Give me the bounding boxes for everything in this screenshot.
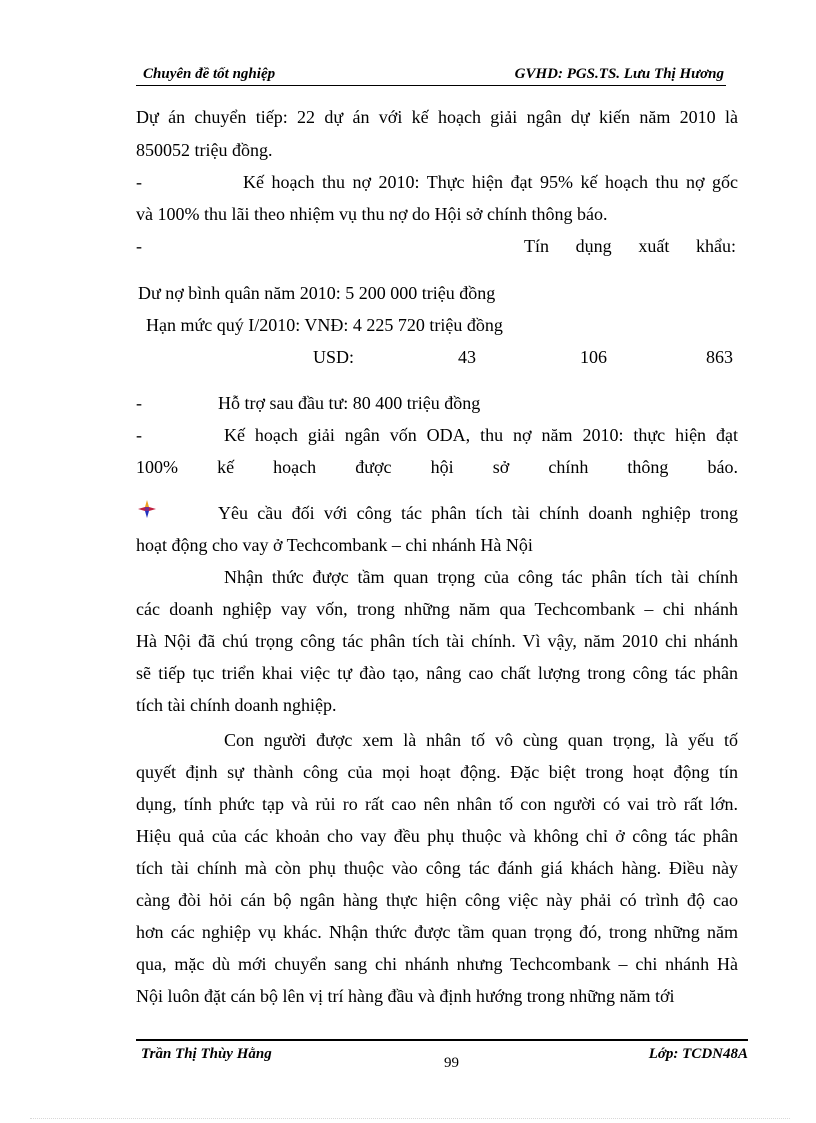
body-line: Dư nợ bình quân năm 2010: 5 200 000 triệu đồng bbox=[138, 283, 496, 303]
header-right: GVHD: PGS.TS. Lưu Thị Hương bbox=[514, 66, 724, 82]
body-line: Kế hoạch giải ngân vốn ODA, thu nợ năm 2010: thực hiện đạt bbox=[224, 425, 738, 445]
dash-marker: - bbox=[136, 172, 142, 192]
usd-label: USD: bbox=[313, 347, 355, 367]
four-point-star-bullet-icon bbox=[138, 500, 156, 518]
body-line: Nhận thức được tầm quan trọng của công tác phân tích tài chính bbox=[224, 567, 738, 587]
page-edge-dots bbox=[30, 1118, 790, 1119]
body-line: dụng, tính phức tạp và rủi ro rất cao nên nhân tố con người có vai trò rất lớn. bbox=[136, 794, 738, 814]
body-line: quyết định sự thành công của mọi hoạt động. Đặc biệt trong hoạt động tín bbox=[136, 762, 738, 782]
body-line: 100% kế hoạch được hội sở chính thông báo. bbox=[136, 457, 738, 477]
body-line: Hỗ trợ sau đầu tư: 80 400 triệu đồng bbox=[218, 393, 481, 413]
body-line: Tín dụng xuất khẩu: bbox=[524, 236, 736, 256]
body-line: sẽ tiếp tục triển khai việc tự đào tạo, nâng cao chất lượng trong công tác phân bbox=[136, 663, 738, 683]
body-line: Nội luôn đặt cán bộ lên vị trí hàng đầu và định hướng trong những năm tới bbox=[136, 986, 675, 1006]
body-line: tích tài chính mà còn phụ thuộc vào công tác đánh giá khách hàng. Điều này bbox=[136, 858, 738, 878]
footer-rule bbox=[136, 1039, 748, 1041]
footer-author: Trần Thị Thùy Hằng bbox=[141, 1046, 272, 1062]
dash-marker: - bbox=[136, 393, 142, 413]
header-rule bbox=[136, 85, 726, 86]
body-line: Hạn mức quý I/2010: VNĐ: 4 225 720 triệu đồng bbox=[146, 315, 503, 335]
header-left: Chuyên đề tốt nghiệp bbox=[143, 66, 276, 82]
section-heading: hoạt động cho vay ở Techcombank – chi nhánh Hà Nội bbox=[136, 535, 533, 555]
usd-value: 863 bbox=[706, 347, 733, 367]
body-line: hơn các nghiệp vụ khác. Nhận thức được tầm quan trọng đó, trong những năm bbox=[136, 922, 738, 942]
body-line: càng đòi hỏi cán bộ ngân hàng thực hiện công việc này phải có trình độ cao bbox=[136, 890, 738, 910]
body-line: Hiệu quả của các khoản cho vay đều phụ thuộc và không chỉ ở công tác phân bbox=[136, 826, 738, 846]
page-number: 99 bbox=[444, 1055, 459, 1071]
usd-value: 43 bbox=[458, 347, 476, 367]
body-line: 850052 triệu đồng. bbox=[136, 140, 273, 160]
dash-marker: - bbox=[136, 425, 142, 445]
body-line: qua, mặc dù mới chuyển sang chi nhánh nhưng Techcombank – chi nhánh Hà bbox=[136, 954, 738, 974]
body-line: Dự án chuyển tiếp: 22 dự án với kế hoạch giải ngân dự kiến năm 2010 là bbox=[136, 107, 738, 127]
body-line: tích tài chính doanh nghiệp. bbox=[136, 695, 337, 715]
body-line: các doanh nghiệp vay vốn, trong những năm qua Techcombank – chi nhánh bbox=[136, 599, 738, 619]
body-line: Hà Nội đã chú trọng công tác phân tích tài chính. Vì vậy, năm 2010 chi nhánh bbox=[136, 631, 738, 651]
footer-class: Lớp: TCDN48A bbox=[648, 1046, 748, 1062]
dash-marker: - bbox=[136, 236, 142, 256]
body-line: Kế hoạch thu nợ 2010: Thực hiện đạt 95% kế hoạch thu nợ gốc bbox=[243, 172, 738, 192]
body-line: và 100% thu lãi theo nhiệm vụ thu nợ do Hội sở chính thông báo. bbox=[136, 204, 608, 224]
section-heading: Yêu cầu đối với công tác phân tích tài chính doanh nghiệp trong bbox=[218, 503, 738, 523]
body-line: Con người được xem là nhân tố vô cùng quan trọng, là yếu tố bbox=[224, 730, 738, 750]
usd-value: 106 bbox=[580, 347, 607, 367]
